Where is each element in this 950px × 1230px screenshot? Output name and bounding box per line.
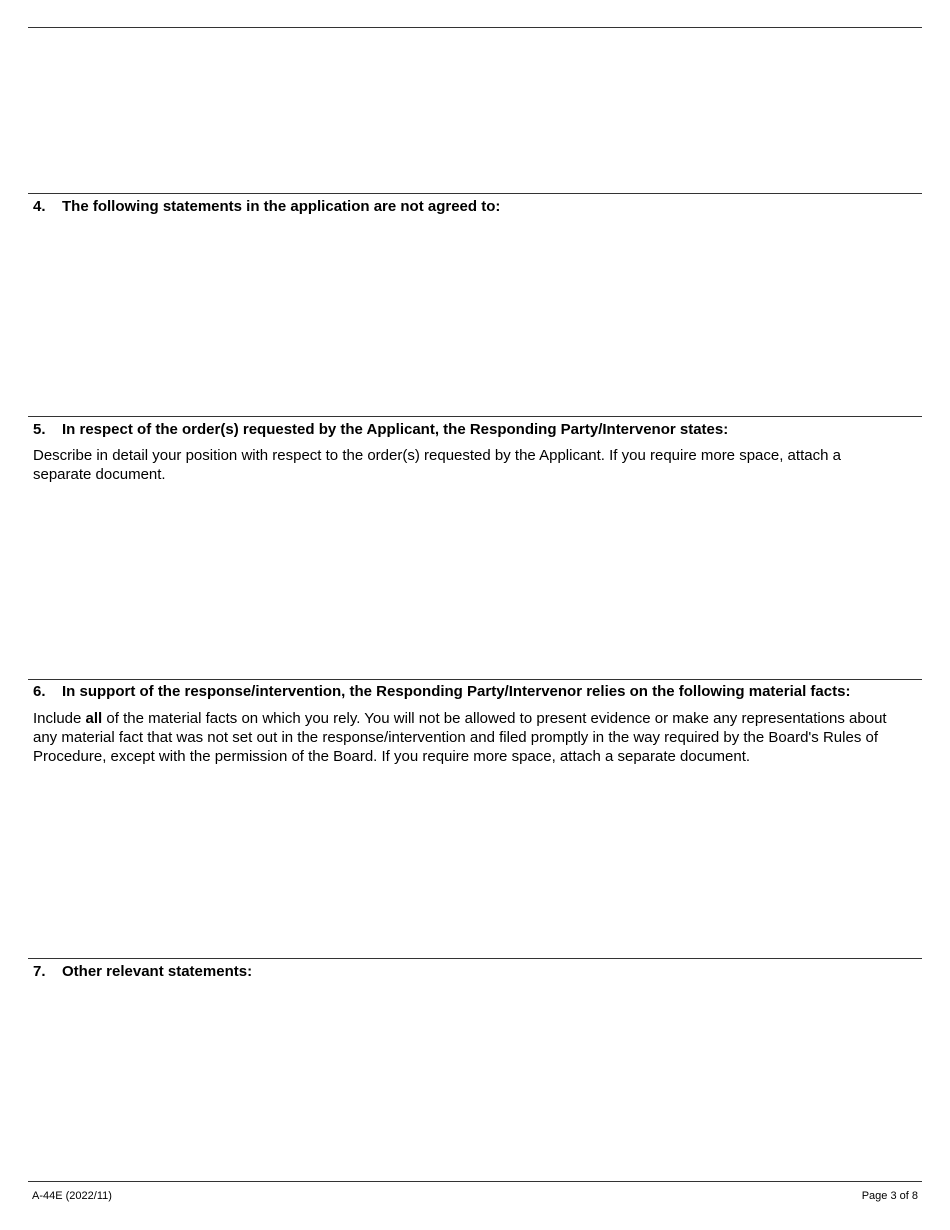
section-6-description-prefix: Include <box>33 710 86 727</box>
section-5-divider <box>28 416 922 417</box>
section-5-number: 5. <box>33 421 46 438</box>
section-4-heading <box>33 198 500 216</box>
section-5-heading <box>33 421 728 439</box>
section-6-description-suffix: of the material facts on which you rely. You will not be allowed to present evidence or make any representations about any material fact that was not set out in the response/intervention and filed promptly in the way required by the Board's Rules of Procedure, except with the permission of the Board. If you require more space, attach a separate document. <box>33 710 887 765</box>
section-4-divider <box>28 193 922 194</box>
section-3-answer-area[interactable] <box>28 30 922 190</box>
section-6-description-emphasis: all <box>85 710 103 727</box>
section-6-title: In support of the response/intervention, the Responding Party/Intervenor relies on the following material facts: <box>62 683 851 700</box>
section-7-number: 7. <box>33 963 46 980</box>
page-number: Page 3 of 8 <box>861 1190 918 1202</box>
section-5-title: In respect of the order(s) requested by the Applicant, the Responding Party/Intervenor states: <box>62 421 729 438</box>
section-6-answer-area[interactable] <box>28 770 922 954</box>
footer-divider <box>28 1181 922 1182</box>
section-5-description: Describe in detail your position with respect to the order(s) requested by the Applicant. If you require more space, attach a separate document. <box>33 447 841 483</box>
section-6-divider <box>28 679 922 680</box>
section-6-number: 6. <box>33 683 46 700</box>
section-6-heading <box>33 683 850 701</box>
section-4-answer-area[interactable] <box>28 222 922 412</box>
section-4-number: 4. <box>33 198 46 215</box>
section-7-heading <box>33 963 252 981</box>
section-7-answer-area[interactable] <box>28 988 922 1176</box>
section-4-title: The following statements in the application are not agreed to: <box>62 198 501 215</box>
section-6-description <box>33 709 903 766</box>
top-divider <box>28 27 922 28</box>
section-7-divider <box>28 958 922 959</box>
form-code: A-44E (2022/11) <box>32 1190 112 1202</box>
section-5-answer-area[interactable] <box>28 490 922 675</box>
section-7-title: Other relevant statements: <box>62 963 253 980</box>
